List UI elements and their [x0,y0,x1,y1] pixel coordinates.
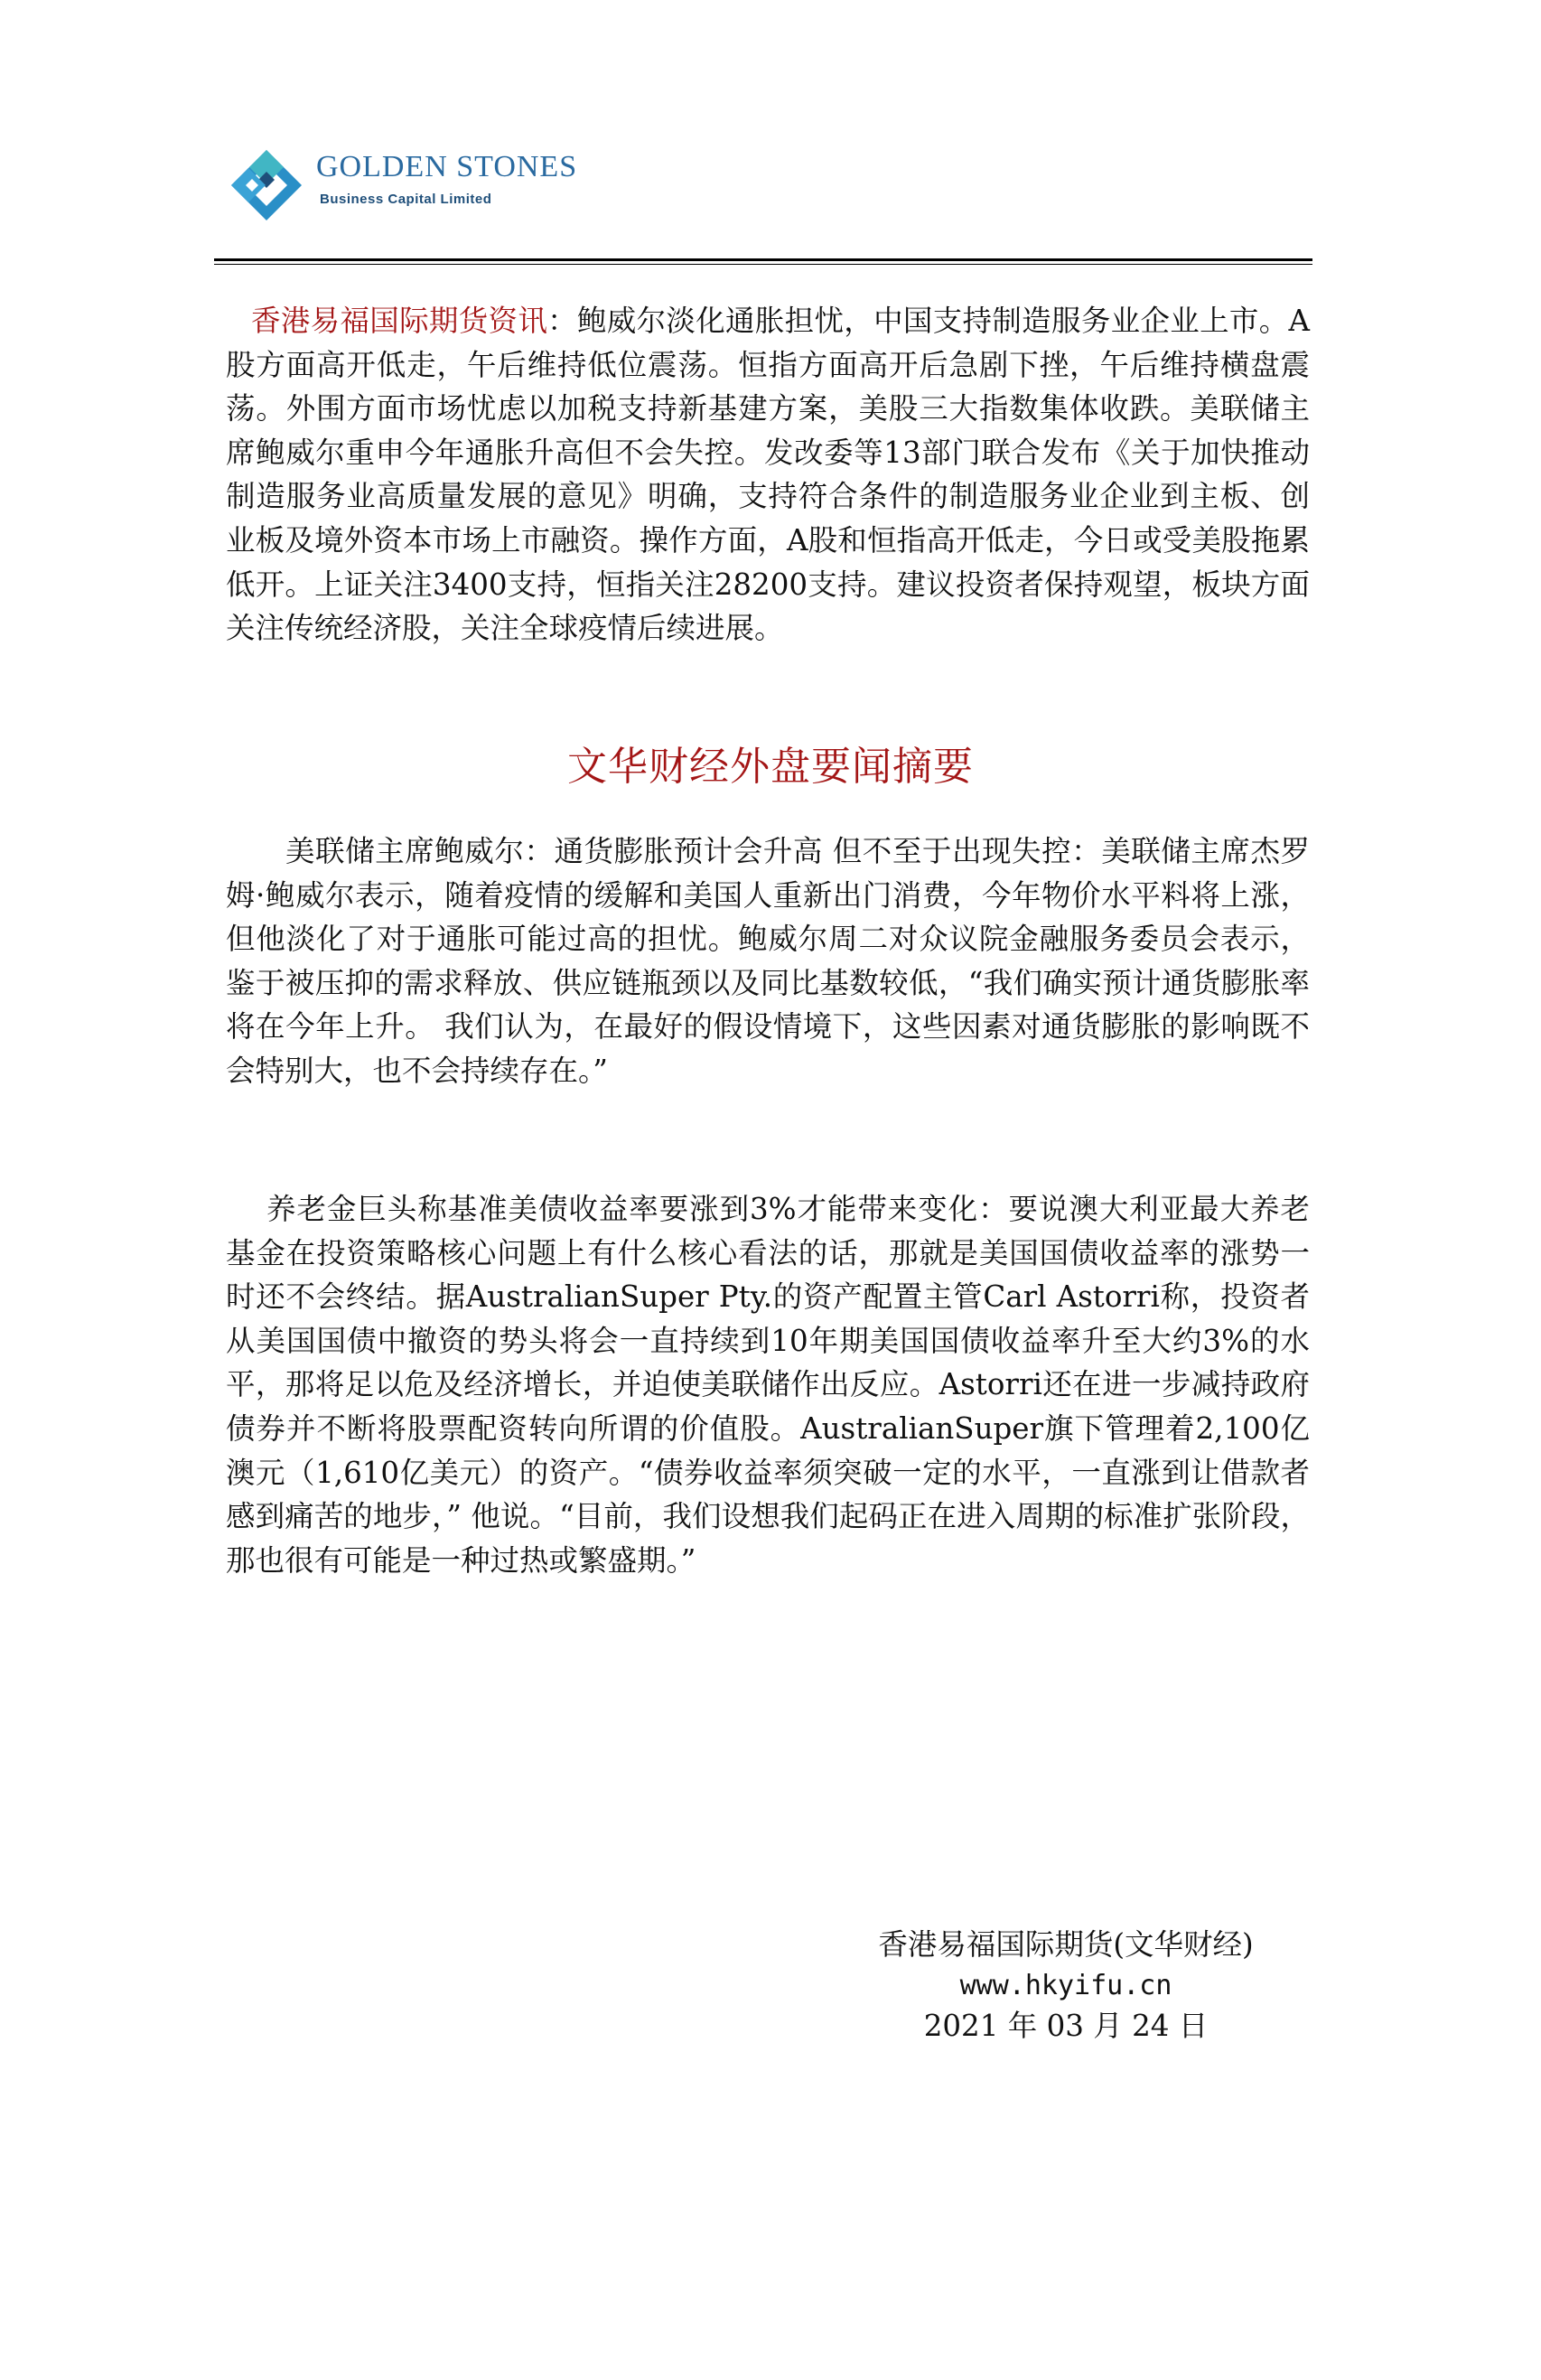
intro-lead: 香港易福国际期货资讯 [251,304,548,338]
header-rule-thin [214,264,1312,265]
diamond-logo-icon [226,145,307,226]
intro-body: ：鲍威尔淡化通胀担忧，中国支持制造服务业企业上市。A股方面高开低走，午后维持低位震荡。恒指方面高开后急剧下挫，午后维持横盘震荡。外围方面市场忧虑以加税支持新基建方案，美股三大指数集体收跌。美联储主席鲍威尔重申今年通胀升高但不会失控。发改委等13部门联合发布《关于加快推动制造服务业高质量发展的意见》明确，支持符合条件的制造服务业企业到主板、创业板及境外资本市场上市融资。操作方面，A股和恒指高开低走，今日或受美股拖累低开。上证关注3400支持，恒指关注28200支持。建议投资者保持观望，板块方面关注传统经济股，关注全球疫情后续进展。 [226,304,1310,646]
article-paragraph: 养老金巨头称基准美债收益率要涨到3%才能带来变化：要说澳大利亚最大养老基金在投资策略核心问题上有什么核心看法的话，那就是美国国债收益率的涨势一时还不会终结。据AustralianSuper Pty.的资产配置主管Carl Astorri称，投资者从美国国债中撤资的势头将会一直持续到10年期美国国债收益率升至大约3%的水平，那将足以危及经济增长，并迫使美联储作出反应。Astorri还在进一步减持政府债券并不断将股票配资转向所谓的价值股。AustralianSuper旗下管理着2,100亿澳元（1,610亿美元）的资产。“债券收益率须突破一定的水平，一直涨到让借款者感到痛苦的地步，” 他说。“目前，我们设想我们起码正在进入周期的标准扩张阶段，那也很有可能是一种过热或繁盛期。” [226,1192,1310,1578]
article-paragraph: 美联储主席鲍威尔：通货膨胀预计会升高 但不至于出现失控：美联储主席杰罗姆·鲍威尔表示，随着疫情的缓解和美国人重新出门消费，今年物价水平料将上涨，但他淡化了对于通胀可能过高的担忧。鲍威尔周二对众议院金融服务委员会表示，鉴于被压抑的需求释放、供应链瓶颈以及同比基数较低，“我们确实预计通货膨胀率将在今年上升。 我们认为，在最好的假设情境下，这些因素对通货膨胀的影响既不会特别大，也不会持续存在。” [226,834,1310,1088]
footer-website: www.hkyifu.cn [959,1970,1172,2001]
logo-title: GOLDEN STONES [316,150,578,183]
logo-tagline: Business Capital Limited [320,192,492,207]
section-title: 文华财经外盘要闻摘要 [567,744,974,790]
footer [777,1925,1355,2047]
company-logo [226,137,605,237]
footer-date: 2021 年 03 月 24 日 [923,2009,1209,2043]
footer-company: 香港易福国际期货(文华财经) [878,1927,1254,1962]
intro-paragraph [226,299,1310,651]
header-rule-thick [214,258,1312,261]
